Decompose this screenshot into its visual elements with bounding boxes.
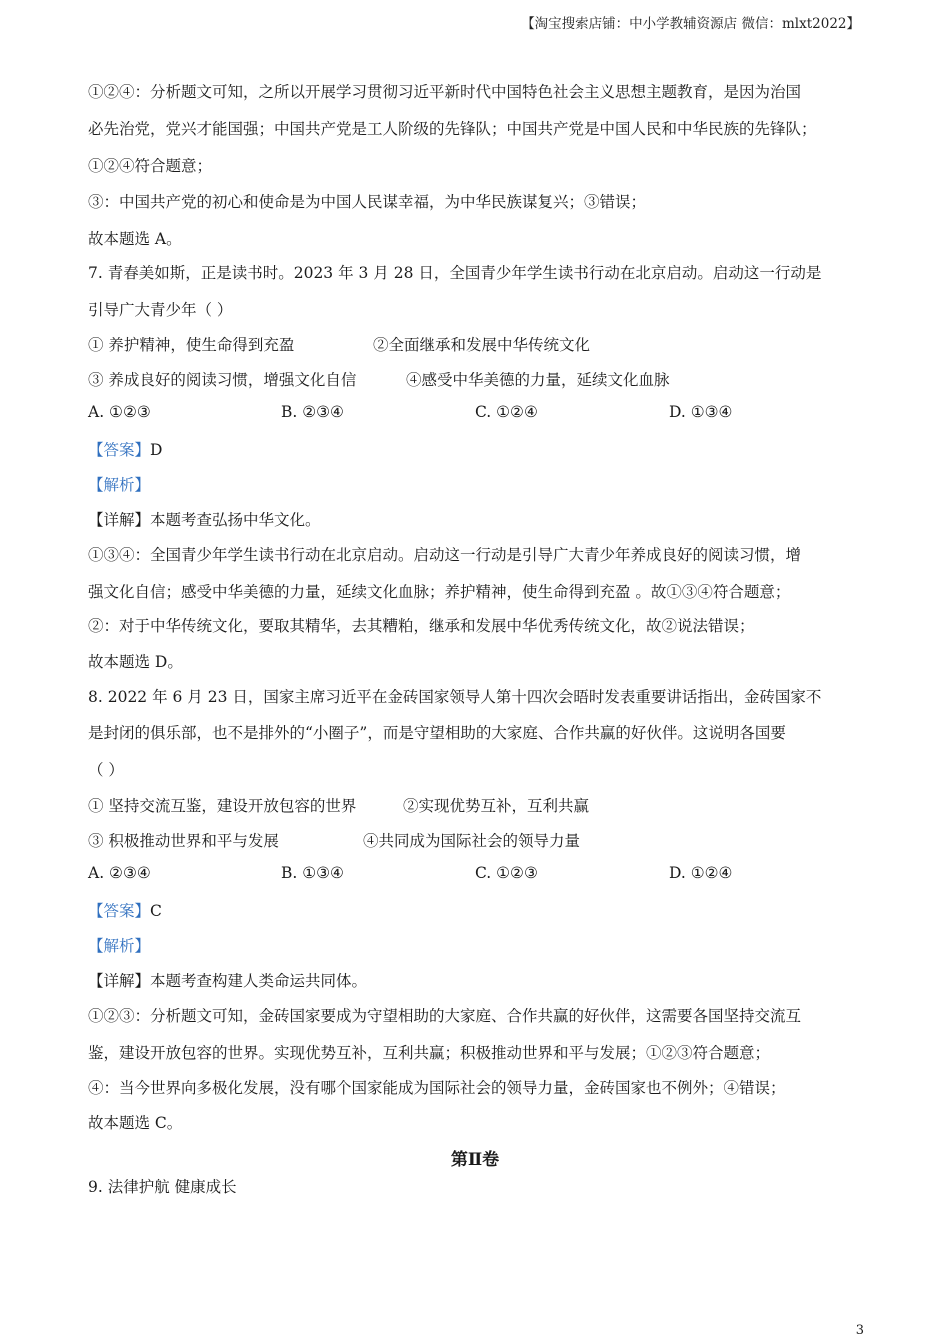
q7-explanation-line: 强文化自信；感受中华美德的力量，延续文化血脉；养护精神，使生命得到充盈 。故①③④符合题意； xyxy=(88,583,791,601)
q6-explanation-line: 必先治党，党兴才能国强；中国共产党是工人阶级的先锋队；中国共产党是中国人民和中华民族的先锋队； xyxy=(88,120,817,138)
q7-choice-b: B. ②③④ xyxy=(281,403,344,421)
q8-explanation-line: ①②③：分析题文可知，金砖国家要成为守望相助的大家庭、合作共赢的好伙伴，这需要各国坚持交流互 xyxy=(88,1007,802,1025)
q8-statement-4: ④共同成为国际社会的领导力量 xyxy=(363,832,581,850)
q7-choice-c: C. ①②④ xyxy=(475,403,538,421)
q7-statement-3: ③ 养成良好的阅读习惯，增强文化自信 xyxy=(88,371,357,389)
q6-explanation-line: ①②④：分析题文可知，之所以开展学习贯彻习近平新时代中国特色社会主义思想主题教育，是因为治国 xyxy=(88,83,802,101)
answer-value: C xyxy=(150,902,162,920)
answer-value: D xyxy=(150,441,163,459)
section-title: 第Ⅱ卷 xyxy=(450,1150,500,1170)
q6-explanation-line: ③：中国共产党的初心和使命是为中国人民谋幸福，为中华民族谋复兴；③错误； xyxy=(88,193,647,211)
q7-stem: 7. 青春美如斯，正是读书时。2023 年 3 月 28 日，全国青少年学生读书行动在北京启动。启动这一行动是 xyxy=(88,264,822,282)
q8-stem: 是封闭的俱乐部，也不是排外的“小圈子”，而是守望相助的大家庭、合作共赢的好伙伴。这说明各国要 xyxy=(88,724,786,742)
answer-label: 【答案】 xyxy=(88,441,151,459)
q8-answer xyxy=(88,899,162,921)
q8-statement-1: ① 坚持交流互鉴，建设开放包容的世界 xyxy=(88,797,357,815)
q6-conclusion: 故本题选 A。 xyxy=(88,230,182,248)
q8-statement-2: ②实现优势互补，互利共赢 xyxy=(403,797,590,815)
q7-stem: 引导广大青少年（ ） xyxy=(88,301,233,319)
q8-analysis-label: 【解析】 xyxy=(88,937,151,955)
q8-stem: 8. 2022 年 6 月 23 日，国家主席习近平在金砖国家领导人第十四次会晤时发表重要讲话指出，金砖国家不 xyxy=(88,688,822,706)
q8-conclusion: 故本题选 C。 xyxy=(88,1114,183,1132)
q7-explanation-line: ②：对于中华传统文化，要取其精华，去其糟粕，继承和发展中华优秀传统文化，故②说法错误； xyxy=(88,617,755,635)
q6-explanation-line: ①②④符合题意； xyxy=(88,157,213,175)
answer-label: 【答案】 xyxy=(88,902,151,920)
q7-conclusion: 故本题选 D。 xyxy=(88,653,183,671)
q8-choice-a: A. ②③④ xyxy=(88,864,151,882)
q7-explanation-line: ①③④：全国青少年学生读书行动在北京启动。启动这一行动是引导广大青少年养成良好的阅读习惯，增 xyxy=(88,546,802,564)
q8-stem: （ ） xyxy=(88,761,124,779)
q7-statement-4: ④感受中华美德的力量，延续文化血脉 xyxy=(406,371,670,389)
q9-stem: 9. 法律护航 健康成长 xyxy=(88,1178,237,1196)
header-watermark: 【淘宝搜索店铺：中小学教辅资源店 微信：mlxt2022】 xyxy=(521,16,860,32)
q8-choice-d: D. ①②④ xyxy=(669,864,733,882)
page-number: 3 xyxy=(855,1323,864,1338)
q7-answer xyxy=(88,438,162,460)
q8-choice-c: C. ①②③ xyxy=(475,864,538,882)
q8-statement-3: ③ 积极推动世界和平与发展 xyxy=(88,832,279,850)
q8-explanation-line: ④：当今世界向多极化发展，没有哪个国家能成为国际社会的领导力量，金砖国家也不例外；④错误； xyxy=(88,1079,786,1097)
q7-choice-a: A. ①②③ xyxy=(88,403,151,421)
q8-detail: 【详解】本题考查构建人类命运共同体。 xyxy=(88,972,368,990)
q8-choice-b: B. ①③④ xyxy=(281,864,344,882)
q8-explanation-line: 鉴，建设开放包容的世界。实现优势互补，互利共赢；积极推动世界和平与发展；①②③符合题意； xyxy=(88,1044,771,1062)
q7-statement-2: ②全面继承和发展中华传统文化 xyxy=(373,336,591,354)
q7-detail: 【详解】本题考查弘扬中华文化。 xyxy=(88,511,321,529)
q7-statement-1: ① 养护精神，使生命得到充盈 xyxy=(88,336,295,354)
q7-analysis-label: 【解析】 xyxy=(88,476,151,494)
q7-choice-d: D. ①③④ xyxy=(669,403,733,421)
